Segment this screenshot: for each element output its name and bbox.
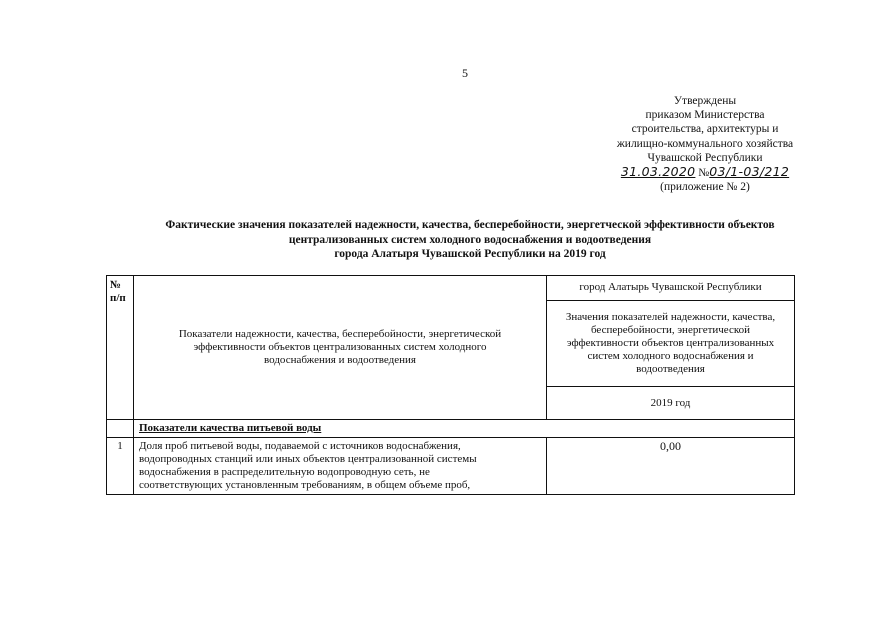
header-values-description: Значения показателей надежности, качества, бесперебойности, энергетической эффективности объектов централизованных систем холодного водоснабжения и водоотведения xyxy=(547,301,795,387)
header-city: город Алатырь Чувашской Республики xyxy=(547,276,795,301)
approval-date-number xyxy=(600,165,810,180)
approval-line: Утверждены xyxy=(673,95,737,107)
row-description: Доля проб питьевой воды, подаваемой с источников водоснабжения, водопроводных станций или иных объектов централизованной системы водоснабжения в распределительную водопроводную сеть, не соответствующих установленным требованиям, в общем объеме проб, xyxy=(134,438,547,495)
row-number: 1 xyxy=(107,438,134,495)
document-title xyxy=(120,218,820,262)
approval-line: приказом Министерства xyxy=(645,109,765,122)
header-number-column: № п/п xyxy=(107,276,134,420)
appendix-label: (приложение № 2) xyxy=(660,181,750,194)
approval-line: строительства, архитектуры и xyxy=(631,123,779,136)
approval-stamp-block xyxy=(600,94,810,194)
header-description-column: Показатели надежности, качества, бесперебойности, энергетической эффективности объектов централизованных систем холодного водоснабжения и водоотведения xyxy=(134,276,547,420)
section-number-cell xyxy=(107,420,134,438)
approval-line: Чувашской Республики xyxy=(647,151,763,164)
indicators-table xyxy=(106,275,795,495)
header-year: 2019 год xyxy=(547,387,795,420)
title-line-3: города Алатыря Чувашской Республики на 2019 год xyxy=(334,248,606,260)
row-value: 0,00 xyxy=(547,438,795,495)
section-title: Показатели качества питьевой воды xyxy=(134,420,795,438)
page-number: 5 xyxy=(462,66,468,80)
title-line-1: Фактические значения показателей надежности, качества, бесперебойности, энергетческой эффективности объектов xyxy=(165,219,775,231)
table-row xyxy=(107,438,795,495)
handwritten-date: 31.03.2020 xyxy=(620,164,696,180)
approval-line: жилищно-коммунального хозяйства xyxy=(616,137,794,150)
title-line-2: централизованных систем холодного водоснабжения и водоотведения xyxy=(288,233,652,246)
handwritten-order-number: 03/1-03/212 xyxy=(709,164,790,180)
number-sign: № xyxy=(698,167,710,180)
